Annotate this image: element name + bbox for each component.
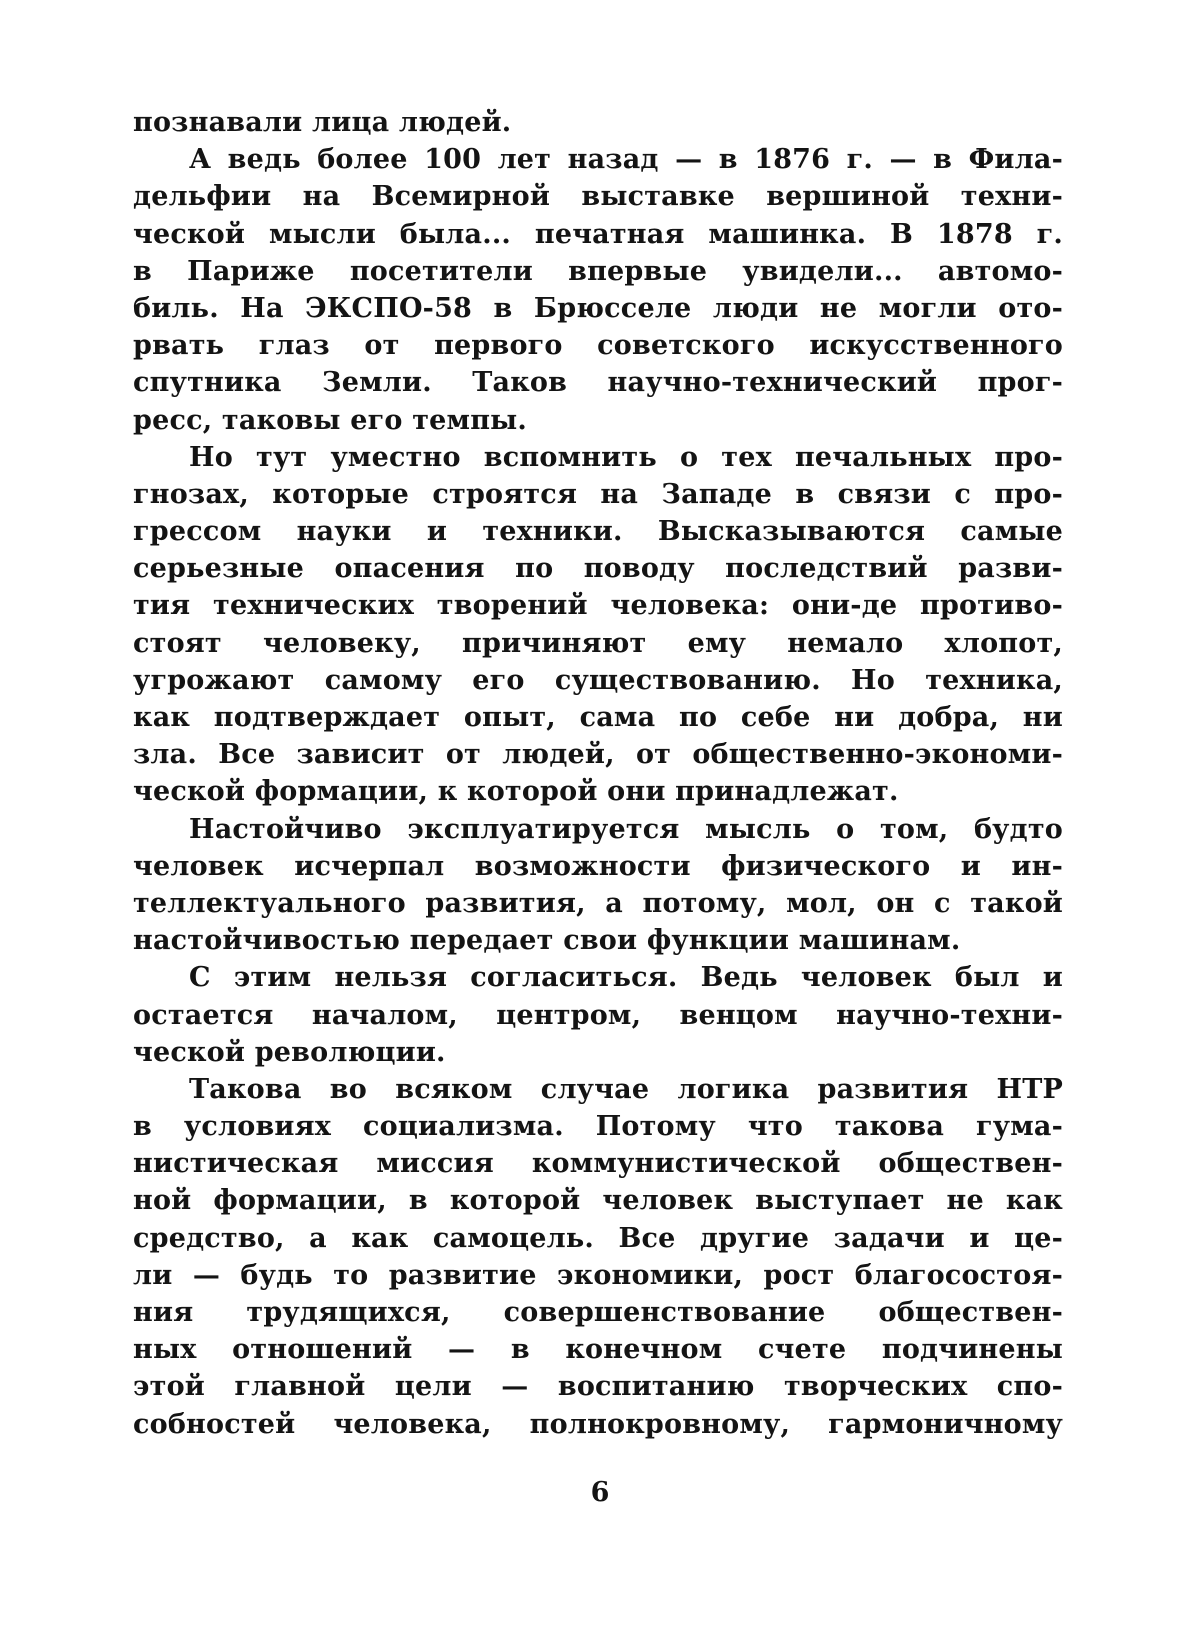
text-line: ных отношений — в конечном счете подчинены — [133, 1334, 1063, 1366]
text-line: Настойчиво эксплуатируется мысль о том, будто — [189, 813, 1063, 845]
text-line: человек исчерпал возможности физического и ин- — [133, 850, 1063, 882]
text-line: Но тут уместно вспомнить о тех печальных про- — [189, 441, 1063, 473]
text-line: ческой формации, к которой они принадлежат. — [133, 776, 899, 808]
text-line: зла. Все зависит от людей, от общественно-экономи- — [133, 739, 1063, 771]
paragraph — [133, 141, 1063, 439]
text-line: познавали лица людей. — [133, 107, 512, 138]
text-line: ресс, таковы его темпы. — [133, 404, 528, 436]
text-line: нистическая миссия коммунистической обществен- — [133, 1148, 1063, 1180]
text-line: С этим нельзя согласиться. Ведь человек был и — [189, 962, 1063, 994]
text-line: ния трудящихся, совершенствование обществен- — [133, 1297, 1063, 1328]
paragraph — [133, 959, 1063, 1071]
text-line: Такова во всяком случае логика развития НТР — [189, 1073, 1063, 1105]
text-column — [133, 104, 1063, 1443]
text-line: спутника Земли. Таков научно-технический прог- — [133, 367, 1063, 399]
text-line: ческой революции. — [133, 1036, 446, 1068]
text-line: настойчивостью передает свои функции машинам. — [133, 925, 961, 957]
text-line: собностей человека, полнокровному, гармоничному — [133, 1408, 1063, 1440]
text-line: как подтверждает опыт, сама по себе ни добра, ни — [133, 702, 1063, 733]
paragraph — [133, 1071, 1063, 1443]
text-line: угрожают самому его существованию. Но техника, — [133, 664, 1063, 696]
text-line: этой главной цели — воспитанию творческих спо- — [133, 1371, 1063, 1403]
paragraph — [133, 439, 1063, 811]
text-line: грессом науки и техники. Высказываются самые — [133, 516, 1063, 548]
text-line: тия технических творений человека: они-де противо- — [133, 590, 1063, 622]
text-line: средство, а как самоцель. Все другие задачи и це- — [133, 1222, 1063, 1254]
paragraph — [133, 811, 1063, 960]
page-number: 6 — [590, 1477, 610, 1508]
text-line: серьезные опасения по поводу последствий разви- — [133, 553, 1063, 585]
text-line: ческой мысли была... печатная машинка. В 1878 г. — [133, 218, 1063, 250]
text-line: ной формации, в которой человек выступает не как — [133, 1185, 1063, 1217]
text-line: стоят человеку, причиняют ему немало хлопот, — [133, 627, 1063, 659]
text-line: биль. На ЭКСПО-58 в Брюсселе люди не могли ото- — [133, 292, 1063, 324]
text-line: в Париже посетители впервые увидели... автомо- — [133, 255, 1063, 287]
text-line: рвать глаз от первого советского искусственного — [133, 330, 1063, 362]
text-line: ли — будь то развитие экономики, рост благосостоя- — [133, 1259, 1063, 1291]
text-line: А ведь более 100 лет назад — в 1876 г. — в Фила- — [189, 144, 1063, 176]
text-line: остается началом, центром, венцом научно-техни- — [133, 999, 1063, 1031]
paragraph — [133, 104, 1063, 141]
text-line: дельфии на Всемирной выставке вершиной техни- — [133, 181, 1063, 213]
text-line: в условиях социализма. Потому что такова гума- — [133, 1111, 1063, 1143]
text-line: теллектуального развития, а потому, мол, он с такой — [133, 887, 1063, 919]
text-line: гнозах, которые строятся на Западе в связи с про- — [133, 478, 1063, 510]
